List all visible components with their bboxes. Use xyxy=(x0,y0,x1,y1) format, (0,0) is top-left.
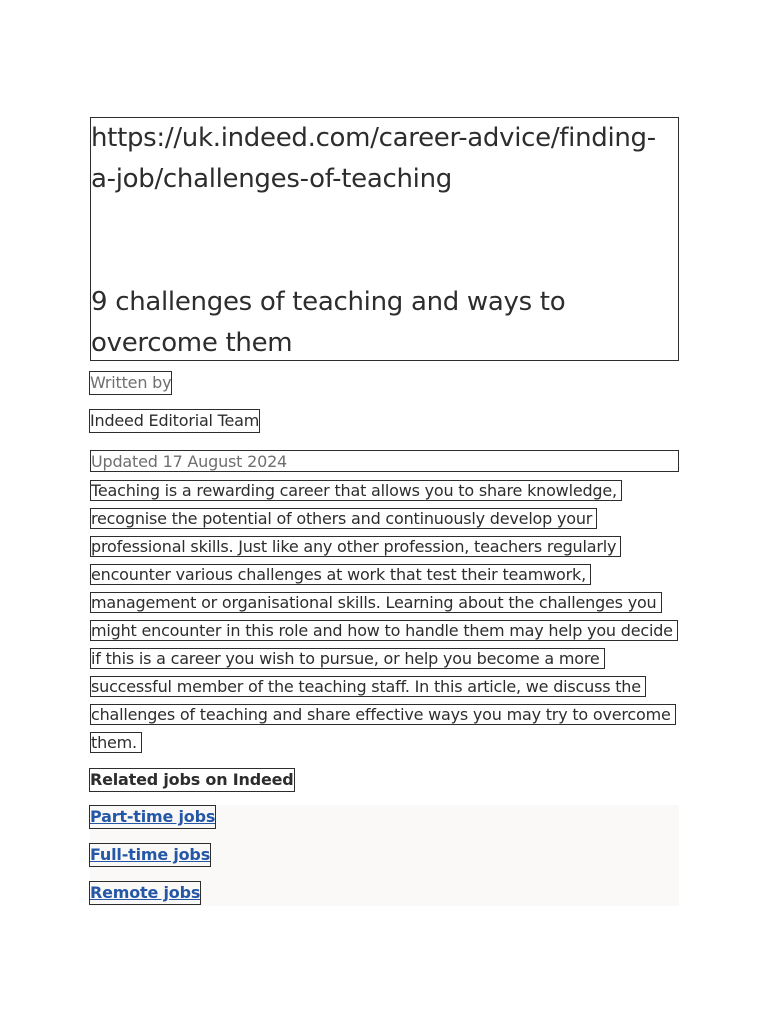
article-container xyxy=(90,117,679,906)
related-jobs-panel xyxy=(90,805,679,906)
updated-date: Updated 17 August 2024 xyxy=(90,450,679,472)
remote-jobs-link[interactable]: Remote jobs xyxy=(90,883,201,902)
article-header xyxy=(90,117,679,361)
intro-paragraph: Teaching is a rewarding career that allows you to share knowledge, recognise the potential of others and continuously develop your professional skills. Just like any other profession, teachers regularly encounter various challenges at work that test their teamwork, management or organisational skills. Learning about the challenges you might encounter in this role and how to handle them may help you decide if this is a career you wish to pursue, or help you become a more successful member of the teaching staff. In this article, we discuss the challenges of teaching and share effective ways you may try to overcome them. xyxy=(90,480,678,753)
author-name: Indeed Editorial Team xyxy=(90,411,260,430)
full-time-jobs-link[interactable]: Full-time jobs xyxy=(90,845,211,864)
related-jobs-heading: Related jobs on Indeed xyxy=(90,770,294,789)
article-url: https://uk.indeed.com/career-advice/finding-a-job/challenges-of-teaching xyxy=(91,123,656,194)
written-by-label: Written by xyxy=(90,373,172,392)
article-intro xyxy=(90,477,679,757)
part-time-jobs-link[interactable]: Part-time jobs xyxy=(90,807,216,826)
page-title: 9 challenges of teaching and ways to overcome them xyxy=(91,287,566,358)
